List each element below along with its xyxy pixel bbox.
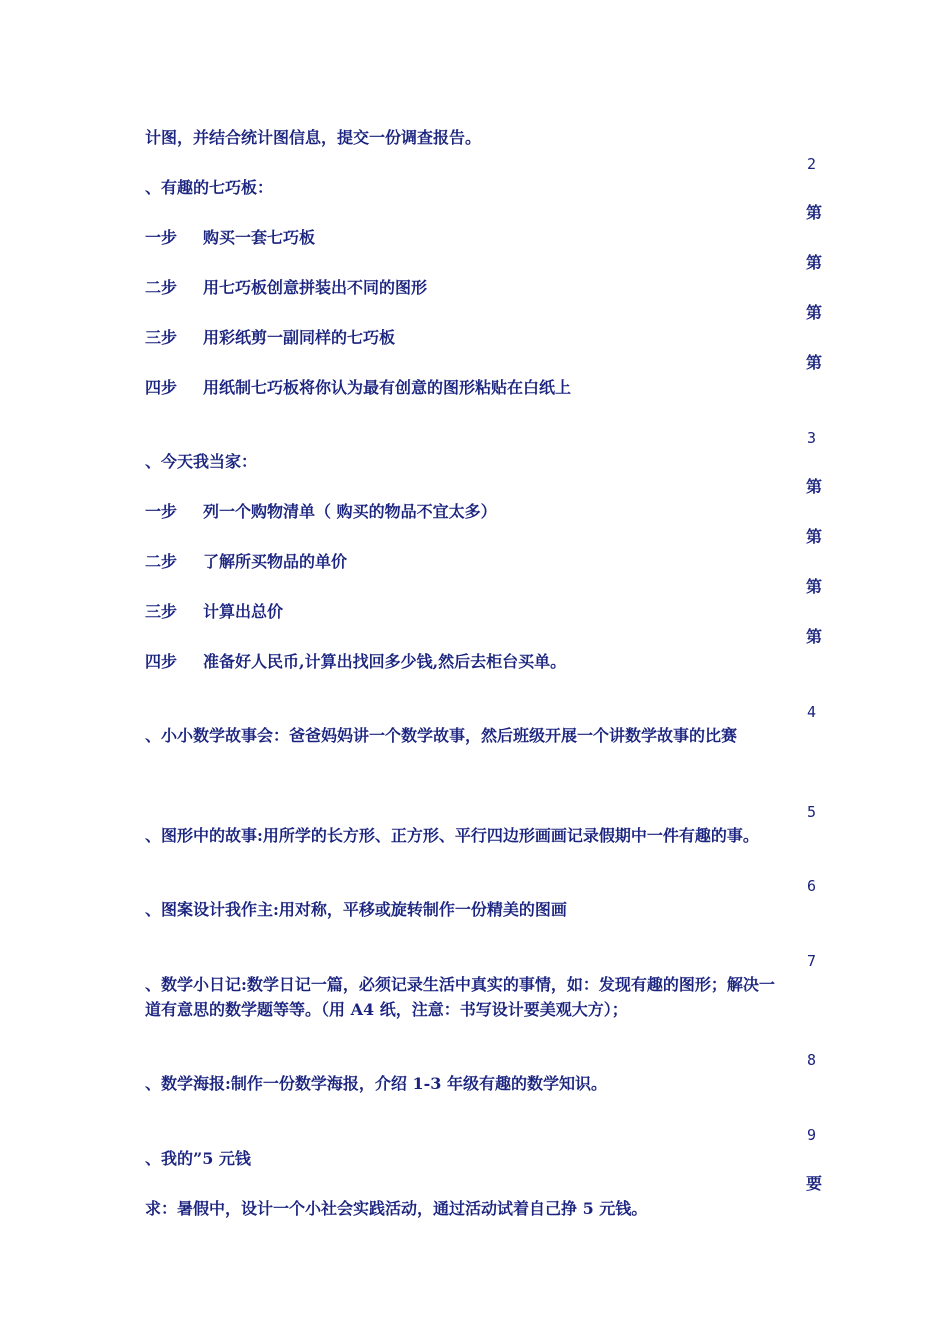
section-2-step-4-label: 四步 bbox=[145, 378, 178, 397]
section-2-mark-1: 第 bbox=[806, 203, 823, 222]
section-9-text: 求：暑假中，设计一个小社会实践活动，通过活动试着自己挣 5 元钱。 bbox=[145, 1199, 648, 1218]
section-3-step-3-text: 计算出总价 bbox=[203, 602, 284, 621]
section-3-step-4-label: 四步 bbox=[145, 652, 178, 671]
section-8-number: 8 bbox=[807, 1051, 817, 1069]
section-3-number: 3 bbox=[807, 429, 817, 447]
section-8-text: 、数学海报:制作一份数学海报，介绍 1-3 年级有趣的数学知识。 bbox=[145, 1074, 607, 1093]
section-2-mark-4: 第 bbox=[806, 353, 823, 372]
section-3-step-4-text: 准备好人民币,计算出找回多少钱,然后去柜台买单。 bbox=[203, 652, 567, 671]
section-6-number: 6 bbox=[807, 877, 817, 895]
section-9-number: 9 bbox=[807, 1126, 817, 1144]
section-5-number: 5 bbox=[807, 803, 817, 821]
section-9-mark: 要 bbox=[806, 1174, 823, 1193]
section-3-title: 、今天我当家： bbox=[145, 452, 258, 471]
section-3-step-2-label: 二步 bbox=[145, 552, 178, 571]
section-3-mark-1: 第 bbox=[806, 477, 823, 496]
section-2-step-3-label: 三步 bbox=[145, 328, 178, 347]
section-2-step-2-label: 二步 bbox=[145, 278, 178, 297]
section-5-text: 、图形中的故事:用所学的长方形、正方形、平行四边形画画记录假期中一件有趣的事。 bbox=[145, 826, 759, 845]
section-7-line-1: 、数学小日记:数学日记一篇，必须记录生活中真实的事情，如：发现有趣的图形；解决一 bbox=[145, 975, 775, 994]
section-2-number: 2 bbox=[807, 155, 817, 173]
section-2-step-1-label: 一步 bbox=[145, 228, 178, 247]
section-7-line-2: 道有意思的数学题等等。（用 A4 纸，注意：书写设计要美观大方）； bbox=[145, 1000, 628, 1019]
section-3-step-3-label: 三步 bbox=[145, 602, 178, 621]
intro-line: 计图，并结合统计图信息，提交一份调查报告。 bbox=[145, 128, 482, 147]
section-7-number: 7 bbox=[807, 952, 817, 970]
section-6-text: 、图案设计我作主:用对称，平移或旋转制作一份精美的图画 bbox=[145, 900, 567, 919]
section-3-step-2-text: 了解所买物品的单价 bbox=[203, 552, 348, 571]
section-2-step-2-text: 用七巧板创意拼装出不同的图形 bbox=[203, 278, 428, 297]
section-3-mark-3: 第 bbox=[806, 577, 823, 596]
section-4-number: 4 bbox=[807, 703, 817, 721]
section-2-step-1-text: 购买一套七巧板 bbox=[203, 228, 316, 247]
section-2-title: 、有趣的七巧板： bbox=[145, 178, 274, 197]
section-9-title: 、我的”5 元钱 bbox=[145, 1149, 251, 1168]
section-4-text: 、小小数学故事会：爸爸妈妈讲一个数学故事，然后班级开展一个讲数学故事的比赛 bbox=[145, 726, 738, 745]
section-2-step-4-text: 用纸制七巧板将你认为最有创意的图形粘贴在白纸上 bbox=[203, 378, 572, 397]
section-2-step-3-text: 用彩纸剪一副同样的七巧板 bbox=[203, 328, 396, 347]
section-3-mark-4: 第 bbox=[806, 627, 823, 646]
section-2-mark-3: 第 bbox=[806, 303, 823, 322]
section-2-mark-2: 第 bbox=[806, 253, 823, 272]
section-3-step-1-text: 列一个购物清单（ 购买的物品不宜太多） bbox=[203, 502, 497, 521]
section-3-mark-2: 第 bbox=[806, 527, 823, 546]
section-3-step-1-label: 一步 bbox=[145, 502, 178, 521]
